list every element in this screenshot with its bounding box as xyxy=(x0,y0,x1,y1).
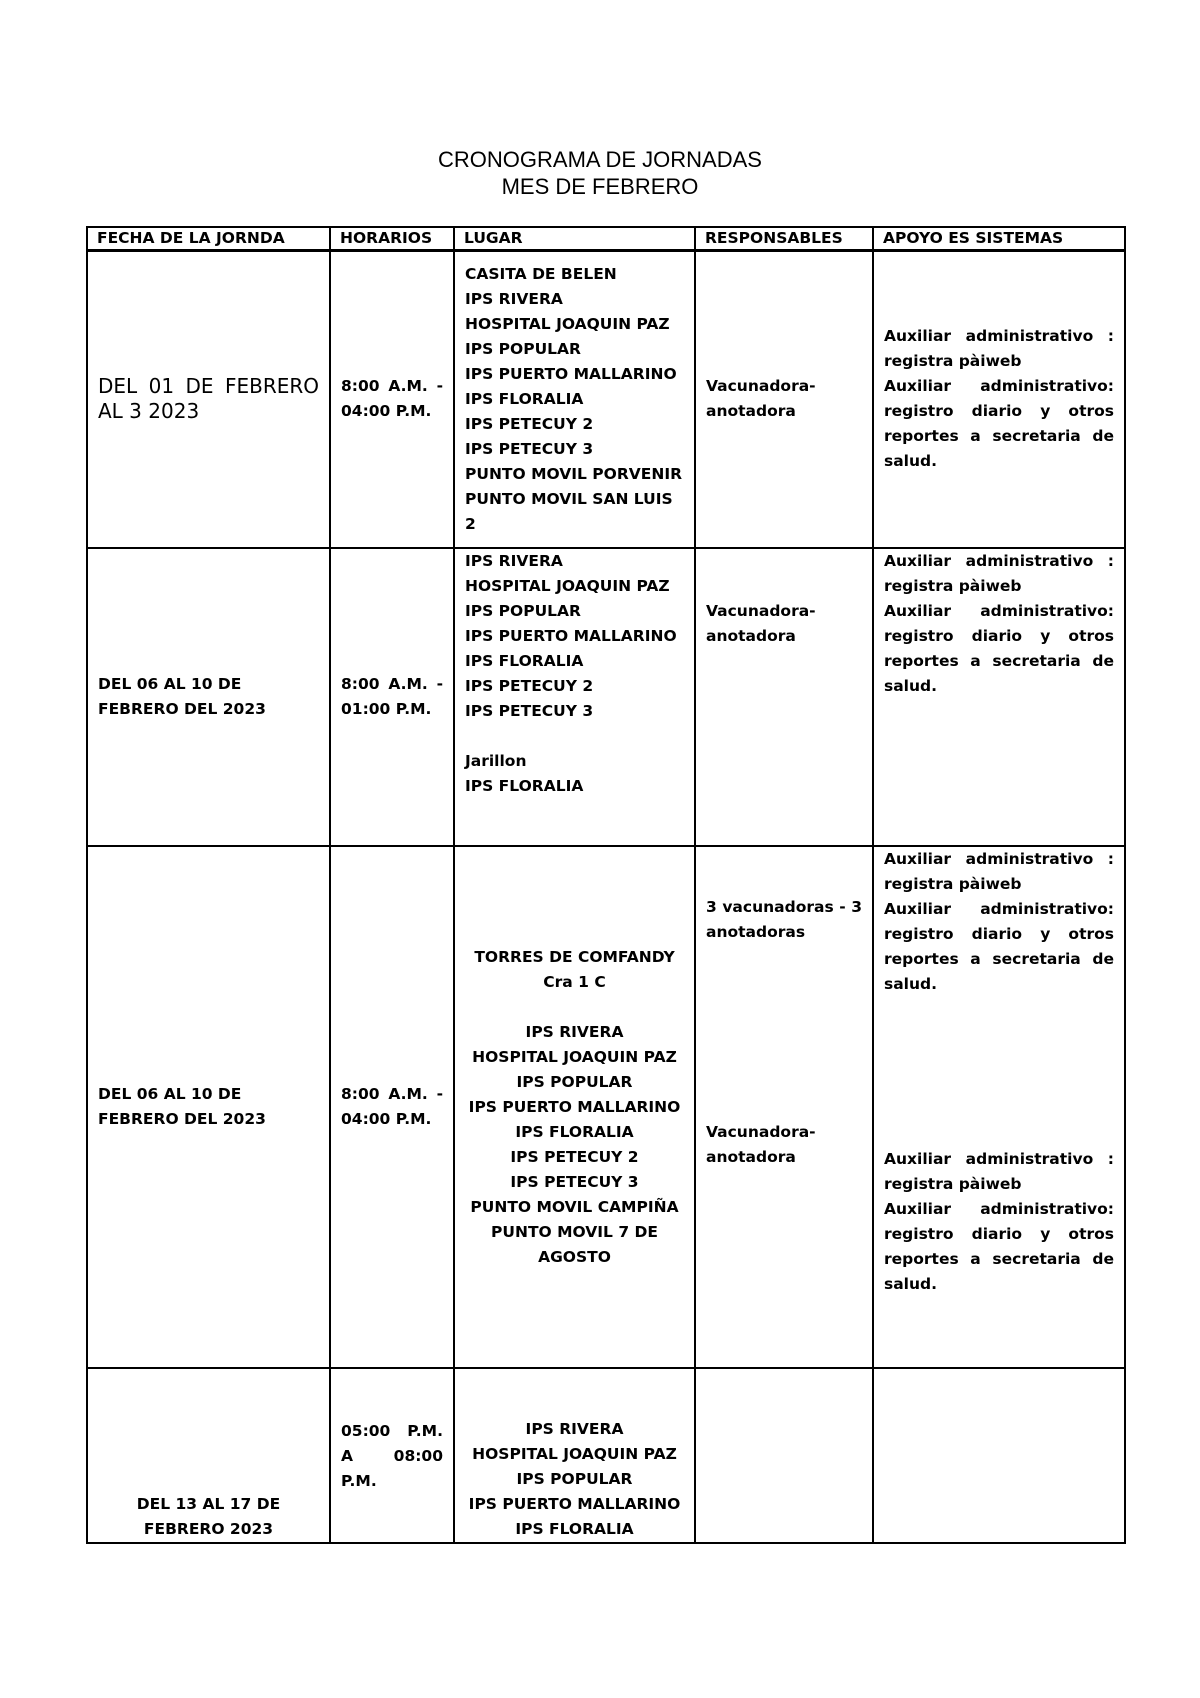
fecha-cell: DEL 01 DE FEBRERO AL 3 2023 xyxy=(87,250,330,548)
apoyo-cell xyxy=(873,250,1125,548)
horario-cell: 8:00 A.M. - 01:00 P.M. xyxy=(330,548,454,846)
lugar-cell xyxy=(454,250,695,548)
lugar-item: Cra 1 C xyxy=(543,972,606,991)
fecha-cell: DEL 13 AL 17 DE FEBRERO 2023 xyxy=(87,1368,330,1543)
lugar-item: IPS FLORALIA xyxy=(515,1122,634,1141)
responsables-cell xyxy=(695,846,873,1368)
table-row xyxy=(87,250,1125,548)
lugar-item: IPS FLORALIA xyxy=(465,652,584,670)
lugar-item: IPS RIVERA xyxy=(465,552,563,570)
header-fecha: FECHA DE LA JORNDA xyxy=(87,227,330,250)
apoyo-cell xyxy=(873,548,1125,846)
apoyo-item: Auxiliar administrativo : registra pàiweb xyxy=(884,1150,1114,1193)
responsable-item: 3 vacunadoras - 3 anotadoras xyxy=(706,898,862,941)
responsable-item: Vacunadora-anotadora xyxy=(706,377,816,421)
lugar-item: IPS PUERTO MALLARINO xyxy=(465,627,677,645)
lugar-item: PUNTO MOVIL 7 DE AGOSTO xyxy=(491,1222,658,1266)
lugar-item: IPS POPULAR xyxy=(516,1470,633,1488)
apoyo-item: Auxiliar administrativo: registro diario y otros reportes a secretaria de salud. xyxy=(884,602,1114,695)
responsable-item: Vacunadora-anotadora xyxy=(706,1123,816,1166)
lugar-item: IPS POPULAR xyxy=(465,602,581,620)
lugar-item: IPS PETECUY 2 xyxy=(465,677,594,695)
header-horarios: HORARIOS xyxy=(330,227,454,250)
title-line-1: CRONOGRAMA DE JORNADAS xyxy=(438,147,762,172)
lugar-item: Jarillon xyxy=(465,752,527,770)
lugar-item: HOSPITAL JOAQUIN PAZ xyxy=(465,577,670,595)
table-row xyxy=(87,846,1125,1368)
lugar-item: TORRES DE COMFANDY xyxy=(474,947,675,966)
apoyo-item: Auxiliar administrativo: registro diario y otros reportes a secretaria de salud. xyxy=(884,377,1114,471)
lugar-item: HOSPITAL JOAQUIN PAZ xyxy=(465,314,670,333)
fecha-cell: DEL 06 AL 10 DE FEBRERO DEL 2023 xyxy=(87,846,330,1368)
lugar-cell xyxy=(454,846,695,1368)
lugar-item: PUNTO MOVIL SAN LUIS 2 xyxy=(465,489,673,533)
header-apoyo: APOYO ES SISTEMAS xyxy=(873,227,1125,250)
table-row xyxy=(87,548,1125,846)
lugar-item: IPS RIVERA xyxy=(465,289,563,308)
schedule-table xyxy=(86,226,1126,1544)
lugar-cell xyxy=(454,548,695,846)
lugar-item: IPS PETECUY 3 xyxy=(510,1172,639,1191)
responsables-cell xyxy=(695,548,873,846)
apoyo-item: Auxiliar administrativo : registra pàiweb xyxy=(884,327,1114,371)
lugar-item: PUNTO MOVIL CAMPIÑA xyxy=(470,1197,679,1216)
horario-cell: 8:00 A.M. - 04:00 P.M. xyxy=(330,846,454,1368)
lugar-item: IPS PETECUY 3 xyxy=(465,439,594,458)
lugar-item: IPS PUERTO MALLARINO xyxy=(468,1097,681,1116)
lugar-item: IPS PETECUY 2 xyxy=(510,1147,639,1166)
horario-cell: 8:00 A.M. - 04:00 P.M. xyxy=(330,250,454,548)
table-row xyxy=(87,1368,1125,1543)
responsables-cell xyxy=(695,250,873,548)
header-lugar: LUGAR xyxy=(454,227,695,250)
lugar-cell xyxy=(454,1368,695,1543)
responsables-cell xyxy=(695,1368,873,1543)
apoyo-item: Auxiliar administrativo : registra pàiweb xyxy=(884,850,1114,893)
header-row xyxy=(87,227,1125,250)
lugar-item: IPS FLORALIA xyxy=(465,389,584,408)
lugar-item: IPS RIVERA xyxy=(525,1022,624,1041)
document-title xyxy=(0,146,1200,200)
lugar-item: IPS POPULAR xyxy=(465,339,581,358)
header-responsables: RESPONSABLES xyxy=(695,227,873,250)
title-line-2: MES DE FEBRERO xyxy=(501,174,699,199)
apoyo-cell xyxy=(873,846,1125,1368)
lugar-item: IPS RIVERA xyxy=(525,1420,624,1438)
lugar-item: IPS FLORALIA xyxy=(515,1520,634,1538)
lugar-item: IPS POPULAR xyxy=(516,1072,633,1091)
lugar-item: IPS PETECUY 3 xyxy=(465,702,594,720)
lugar-item: CASITA DE BELEN xyxy=(465,264,617,283)
lugar-item: IPS FLORALIA xyxy=(465,777,584,795)
lugar-item: IPS PETECUY 2 xyxy=(465,414,594,433)
lugar-item: PUNTO MOVIL PORVENIR xyxy=(465,464,683,483)
apoyo-cell xyxy=(873,1368,1125,1543)
responsable-item: Vacunadora-anotadora xyxy=(706,602,816,645)
lugar-item: HOSPITAL JOAQUIN PAZ xyxy=(472,1445,677,1463)
lugar-spacer xyxy=(465,995,684,1020)
apoyo-item: Auxiliar administrativo : registra pàiweb xyxy=(884,552,1114,595)
horario-cell: 05:00 P.M. A 08:00 P.M. xyxy=(330,1368,454,1543)
apoyo-item: Auxiliar administrativo: registro diario y otros reportes a secretaria de salud. xyxy=(884,900,1114,993)
lugar-item: HOSPITAL JOAQUIN PAZ xyxy=(472,1047,677,1066)
lugar-item: IPS PUERTO MALLARINO xyxy=(465,364,677,383)
apoyo-item: Auxiliar administrativo: registro diario y otros reportes a secretaria de salud. xyxy=(884,1200,1114,1293)
fecha-cell: DEL 06 AL 10 DE FEBRERO DEL 2023 xyxy=(87,548,330,846)
lugar-spacer xyxy=(465,724,684,749)
lugar-item: IPS PUERTO MALLARINO xyxy=(468,1495,681,1513)
